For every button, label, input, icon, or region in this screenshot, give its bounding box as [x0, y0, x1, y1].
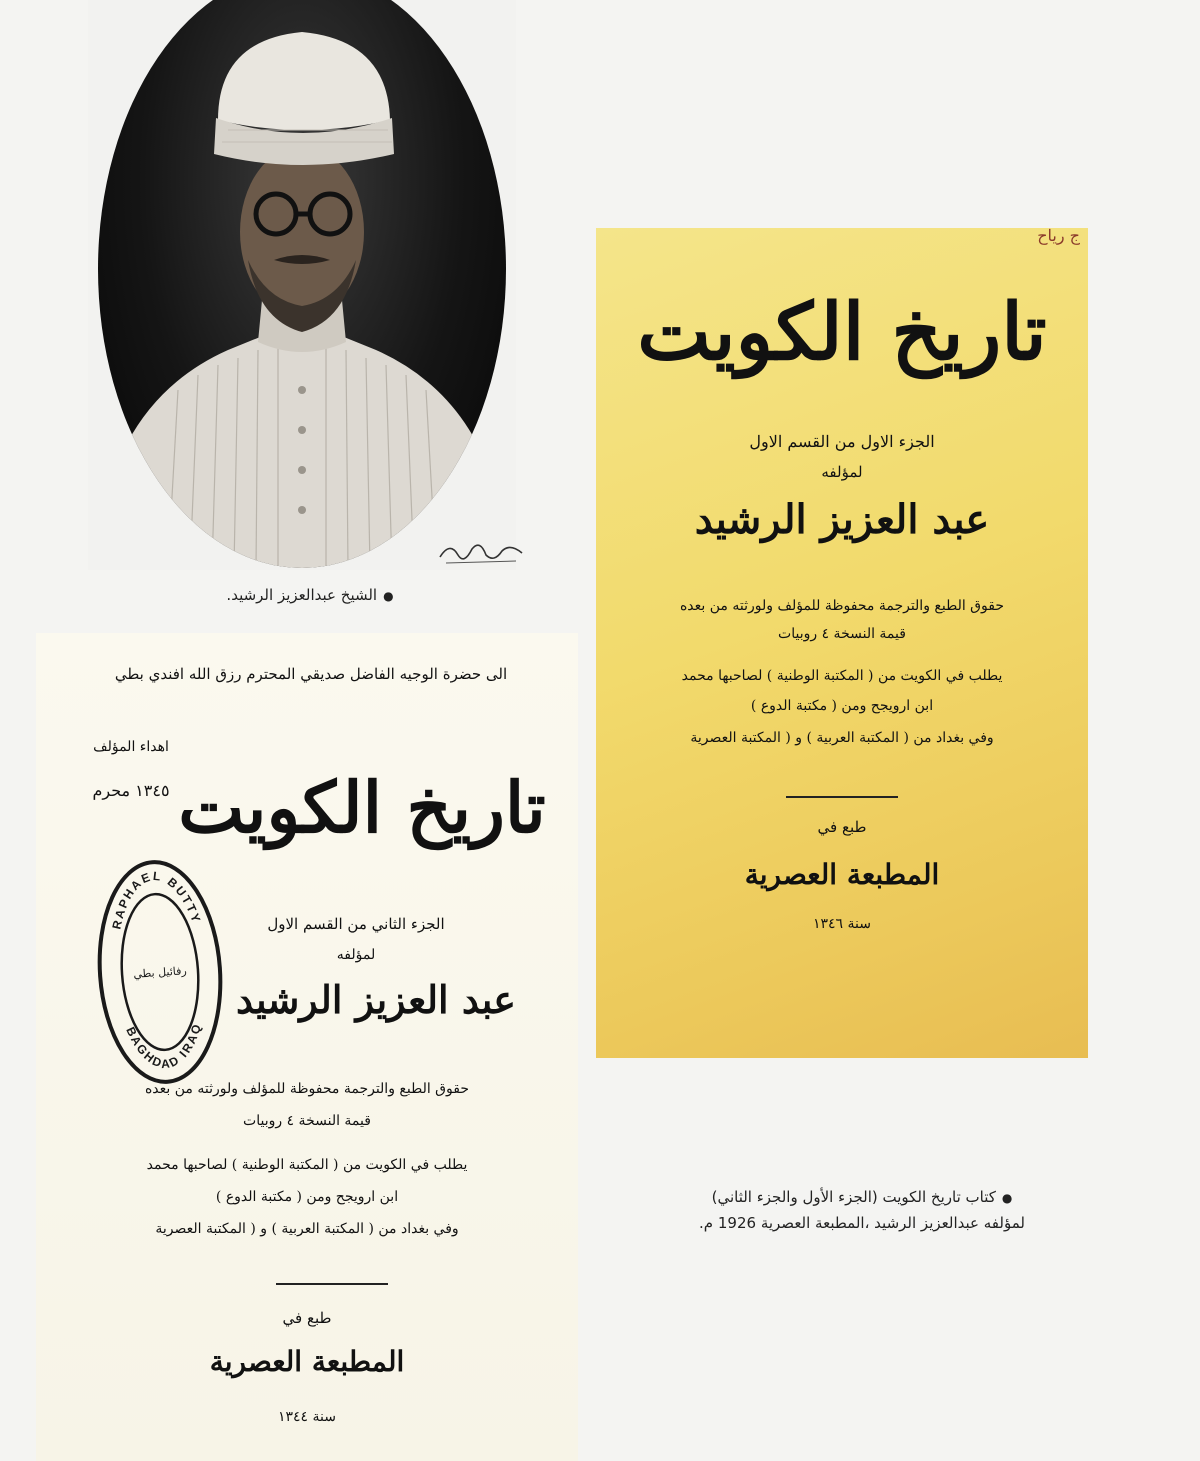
cover-by-label: لمؤلفه [336, 947, 376, 963]
cover-sold-baghdad-line: وفي بغداد من ( المكتبة العربية ) و ( المكتبة العصرية [690, 730, 994, 746]
cover-year: سنة ١٣٤٦ [813, 916, 871, 932]
cover-press-name: المطبعة العصرية [744, 858, 940, 891]
library-stamp-icon [88, 854, 232, 1090]
portrait-photo [98, 0, 506, 568]
books-caption-line-1 [682, 1185, 1042, 1211]
stamp-inner-text: رفائيل بطي [132, 964, 188, 981]
books-caption [682, 1185, 1042, 1236]
cover-title-text: تاريخ الكويت [637, 287, 1047, 378]
bullet-icon: ● [383, 589, 394, 603]
cover-sold-kuwait-line-2: ابن ارويجح ومن ( مكتبة الدوع ) [215, 1189, 399, 1205]
cover-sold-kuwait-line: يطلب في الكويت من ( المكتبة الوطنية ) لصاحبها محمد [681, 668, 1003, 684]
books-caption-line-1-text: كتاب تاريخ الكويت (الجزء الأول والجزء الثاني) [711, 1188, 996, 1206]
cover-title [146, 753, 578, 863]
cover-divider [276, 1283, 388, 1285]
cover-press-name: المطبعة العصرية [209, 1345, 405, 1378]
svg-text:RAPHAEL BUTTY [106, 866, 205, 932]
portrait-caption [180, 586, 440, 604]
cover-signature-note: اهداء المؤلف [93, 739, 169, 755]
cover-year: سنة ١٣٤٤ [278, 1409, 336, 1425]
cover-rights-line: حقوق الطبع والترجمة محفوظة للمؤلف ولورثته من بعده [679, 598, 1005, 614]
cover-by-label: لمؤلفه [821, 463, 863, 481]
corner-handwritten-note: ج رياح [1037, 228, 1080, 245]
cover-dedication-handwritten: الى حضرة الوجيه الفاضل صديقي المحترم رزق الله افندي بطي [114, 665, 508, 683]
book-cover-part-1 [596, 228, 1088, 1058]
cover-printed-in: طبع في [282, 1309, 332, 1327]
portrait-caption-text: الشيخ عبدالعزيز الرشيد. [226, 586, 378, 604]
cover-title-text: تاريخ الكويت [178, 766, 546, 849]
cover-author-name: عبد العزيز الرشيد [694, 496, 990, 543]
portrait-frame [88, 0, 516, 570]
cover-price-line: قيمة النسخة ٤ روبيات [778, 626, 906, 642]
cover-part-label: الجزء الاول من القسم الاول [749, 432, 935, 451]
cover-title [596, 278, 1088, 388]
cover-part-label: الجزء الثاني من القسم الاول [267, 915, 445, 933]
cover-date-note: ١٣٤٥ محرم [92, 781, 170, 800]
stamp-top-text: RAPHAEL BUTTY [109, 868, 204, 931]
cover-rights-line: حقوق الطبع والترجمة محفوظة للمؤلف ولورثته من بعده [144, 1081, 470, 1097]
cover-price-line: قيمة النسخة ٤ روبيات [243, 1113, 371, 1129]
cover-sold-kuwait-line-2: ابن ارويجح ومن ( مكتبة الدوع ) [750, 698, 934, 714]
cover-divider [786, 796, 898, 798]
cover-sold-baghdad-line: وفي بغداد من ( المكتبة العربية ) و ( المكتبة العصرية [155, 1221, 459, 1237]
stamp-bottom-text: BAGHDAD IRAQ [123, 1020, 205, 1072]
cover-sold-kuwait-line: يطلب في الكويت من ( المكتبة الوطنية ) لصاحبها محمد [146, 1157, 468, 1173]
photographer-signature-icon [436, 535, 526, 569]
cover-printed-in: طبع في [817, 818, 867, 836]
books-caption-line-2: لمؤلفه عبدالعزيز الرشيد ،المطبعة العصرية 1926 م. [699, 1214, 1025, 1232]
bullet-icon: ● [1001, 1191, 1013, 1205]
cover-author-name: عبد العزيز الرشيد [236, 977, 516, 1022]
